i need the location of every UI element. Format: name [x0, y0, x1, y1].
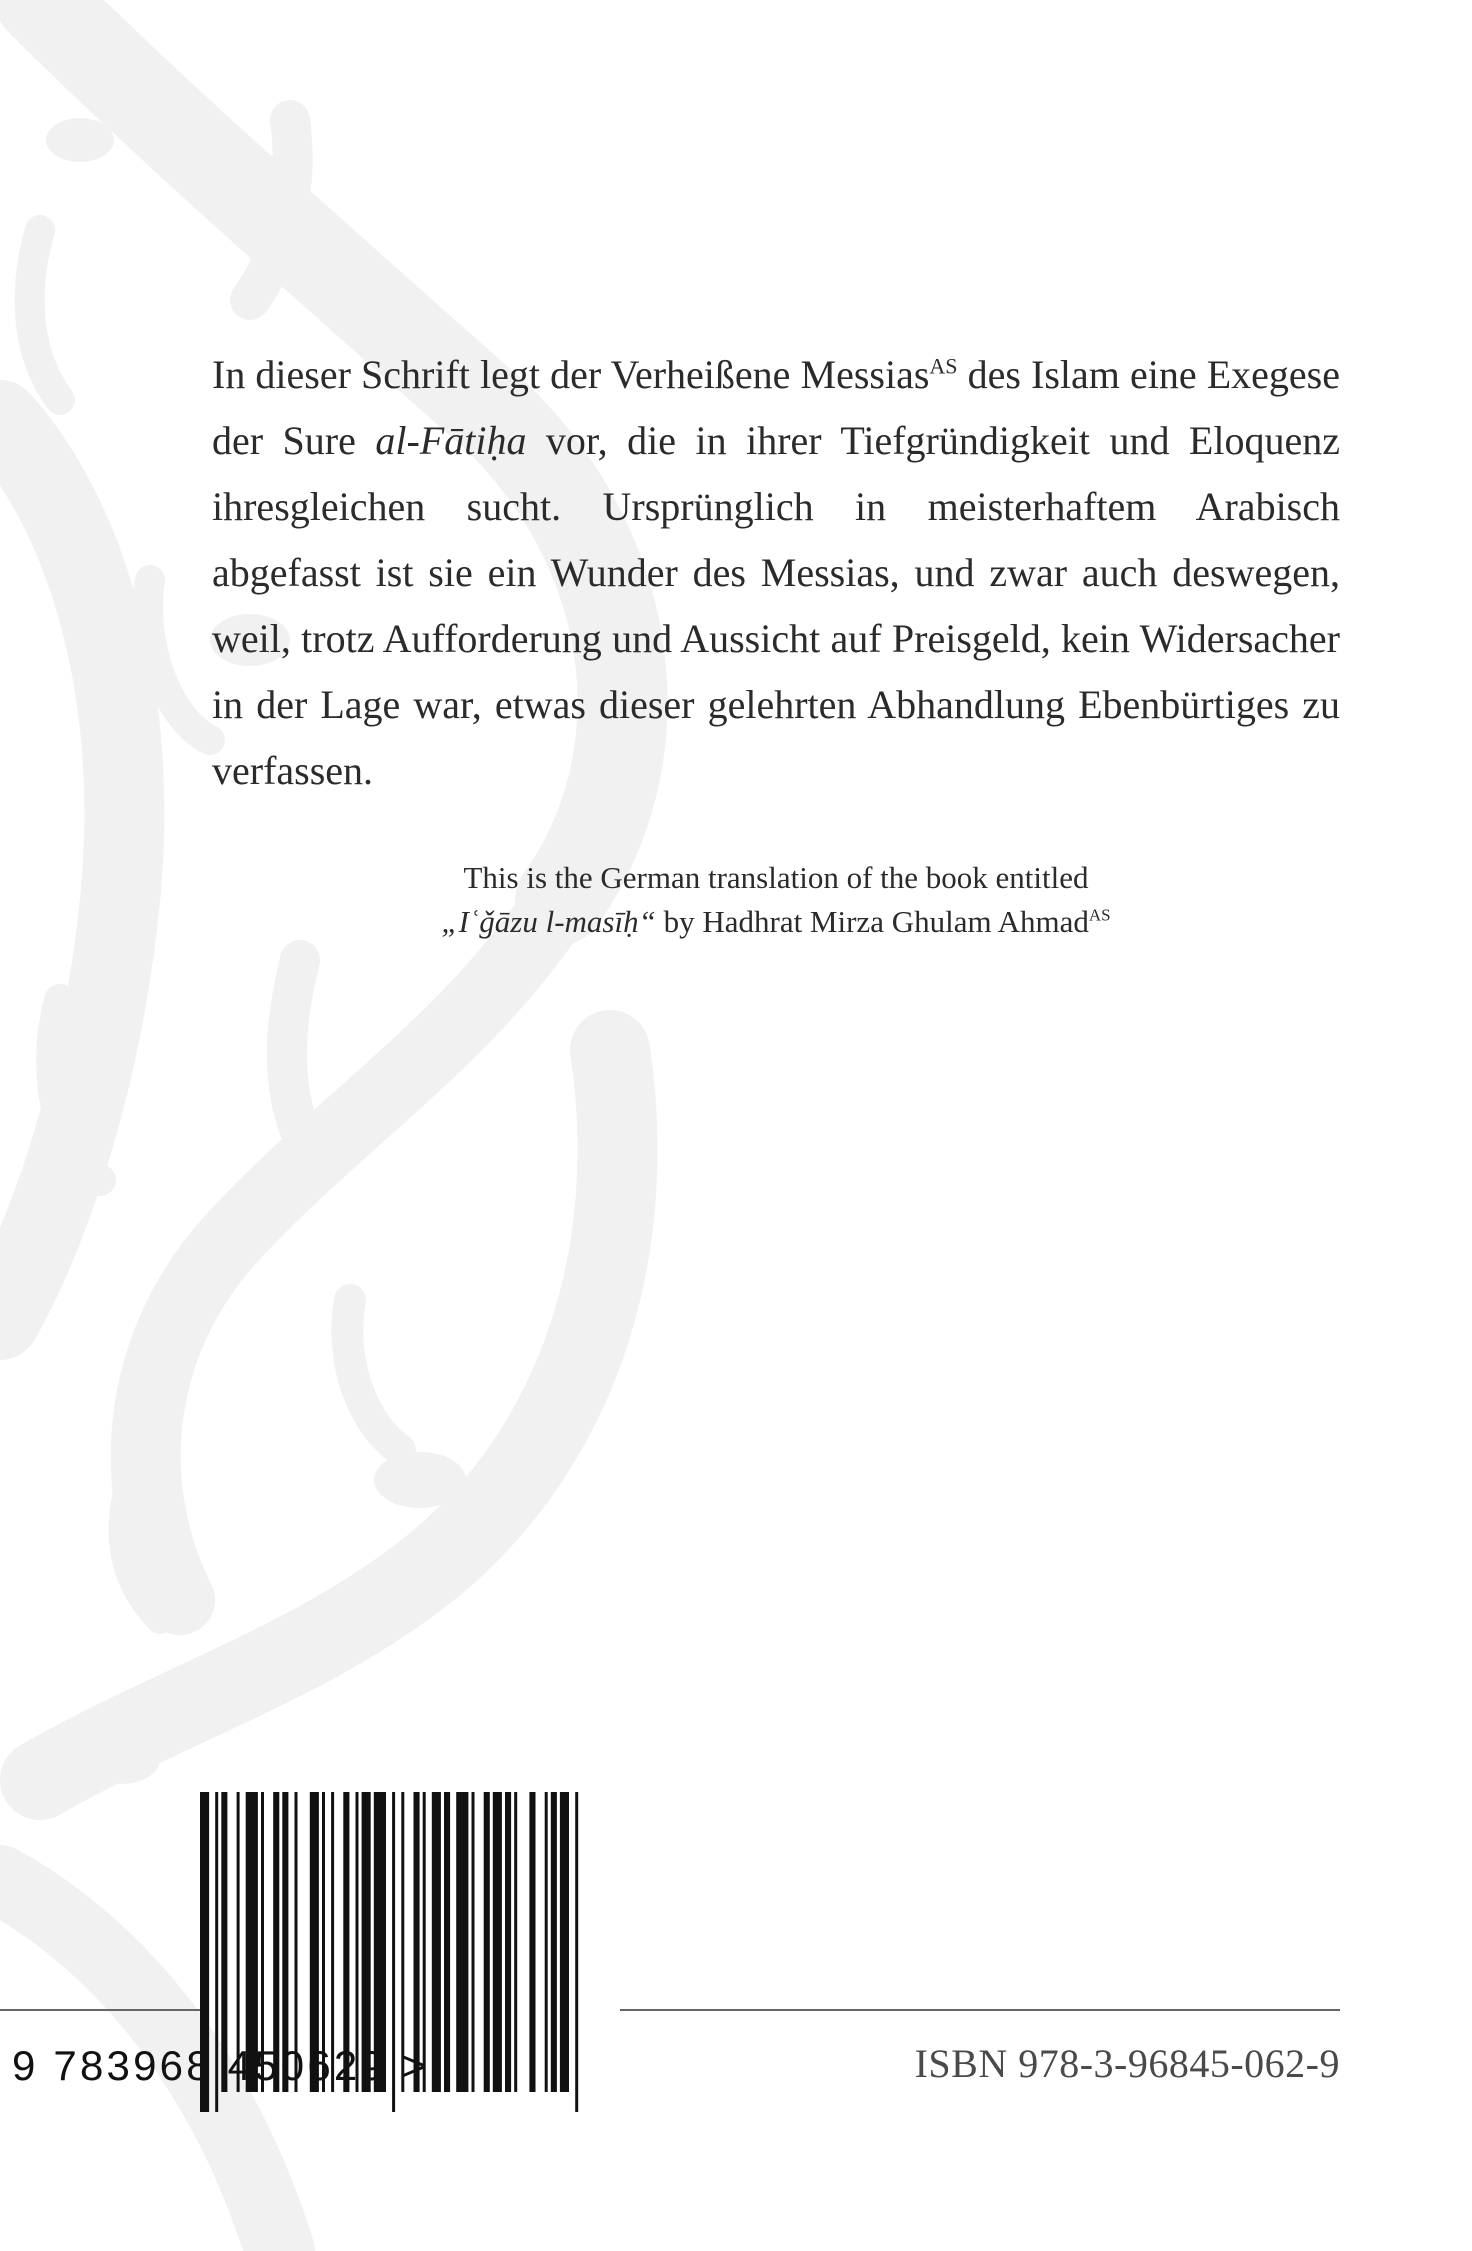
- translation-line-1: This is the German translation of the book entitled: [463, 860, 1089, 895]
- translation-line-2: [212, 900, 1340, 944]
- blurb-part-2: des Islam eine Exegese der Sure: [212, 352, 1340, 463]
- sura-name: al-Fātiḥa: [375, 418, 527, 463]
- translation-note: [212, 856, 1340, 944]
- author-superscript: AS: [1088, 905, 1111, 925]
- original-book-title: „Iʿǧāzu l-masīḥ“: [441, 904, 656, 939]
- blurb-part-1: In dieser Schrift legt der Verheißene Messias: [212, 352, 930, 397]
- as-superscript: AS: [929, 353, 958, 379]
- author-text: by Hadhrat Mirza Ghulam Ahmad: [655, 904, 1089, 939]
- divider-left: [0, 2009, 200, 2011]
- isbn-number: ISBN 978-3-96845-062-9: [914, 2041, 1340, 2086]
- divider-right: [620, 2009, 1340, 2011]
- barcode-digits: 9 783968 450629 >: [12, 2042, 430, 2089]
- blurb-part-3: vor, die in ihrer Tiefgründigkeit und Eloquenz ihresgleichen sucht. Ursprünglich in meisterhaftem Arabisch abgefasst ist sie ein Wunder des Messias, und zwar auch deswegen, weil, trotz Aufforderung und Aussicht auf Preisgeld, kein Widersacher in der Lage war, etwas dieser gelehrten Abhandlung Ebenbürtiges zu verfassen.: [212, 418, 1340, 793]
- blurb-text: [212, 342, 1340, 804]
